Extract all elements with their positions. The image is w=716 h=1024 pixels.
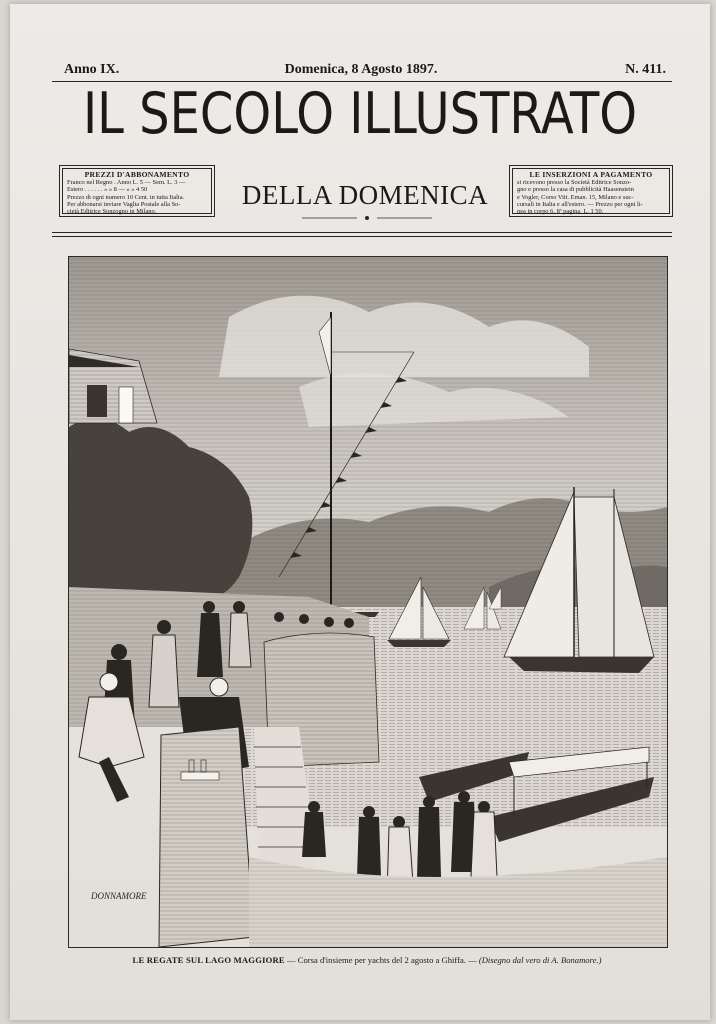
subscription-line: Franco nel Regno . Anno L. 5 — Sem. L. 3 —: [67, 179, 186, 187]
caption-title: LE REGATE SUL LAGO MAGGIORE: [132, 955, 285, 965]
illustration-caption: [68, 955, 666, 965]
advertising-line: cursali in Italia e all'estero. — Prezzo per ogni li-: [517, 200, 643, 208]
regatta-engraving: [68, 256, 668, 948]
volume-label: Anno IX.: [64, 62, 120, 77]
subscription-line: Estero . . . . . . » » 8 — » » 4 50: [67, 186, 148, 194]
header-rule-bottom: [52, 232, 672, 233]
advertising-line: e Vogler, Corso Vitt. Eman. 15, Milano e suc-: [517, 193, 634, 201]
dateline: [52, 62, 670, 82]
subscription-box: [62, 168, 212, 214]
issue-date: Domenica, 8 Agosto 1897.: [284, 62, 438, 77]
header-rule-bottom-thin: [52, 236, 672, 237]
caption-credit: (Disegno dal vero di A. Bonamore.): [478, 955, 602, 965]
subscription-heading: PREZZI D'ABBONAMENTO: [84, 170, 190, 179]
masthead-subtitle: DELLA DOMENICA: [241, 180, 489, 210]
artist-signature: DONNAMORE: [91, 891, 147, 901]
subscription-line: cietà Editrice Sonzogno in Milano.: [67, 208, 157, 216]
advertising-line: gno e presso la casa di pubblicità Haasenstein: [517, 186, 634, 194]
advertising-heading: LE INSERZIONI A PAGAMENTO: [529, 170, 653, 179]
advertising-box: [512, 168, 670, 214]
caption-text: — Corsa d'insieme per yachts del 2 agosto a Ghiffa. —: [284, 955, 479, 965]
masthead-title: IL SECOLO ILLUSTRATO: [82, 81, 638, 148]
newspaper-page: [10, 4, 710, 1020]
subscription-line: Per abbonarsi inviare Vaglia Postale alla So-: [67, 200, 181, 208]
advertising-line: nea in corpo 6, 8ª pagina, L. 1 50.: [517, 208, 604, 216]
subscription-line: Prezzo di ogni numero 10 Cent. in tutta Italia.: [67, 193, 185, 201]
advertising-line: si ricevono presso la Società Editrice Sonzo-: [517, 179, 632, 187]
flourish-ornament: [302, 214, 432, 222]
issue-number: N. 411.: [625, 62, 666, 77]
